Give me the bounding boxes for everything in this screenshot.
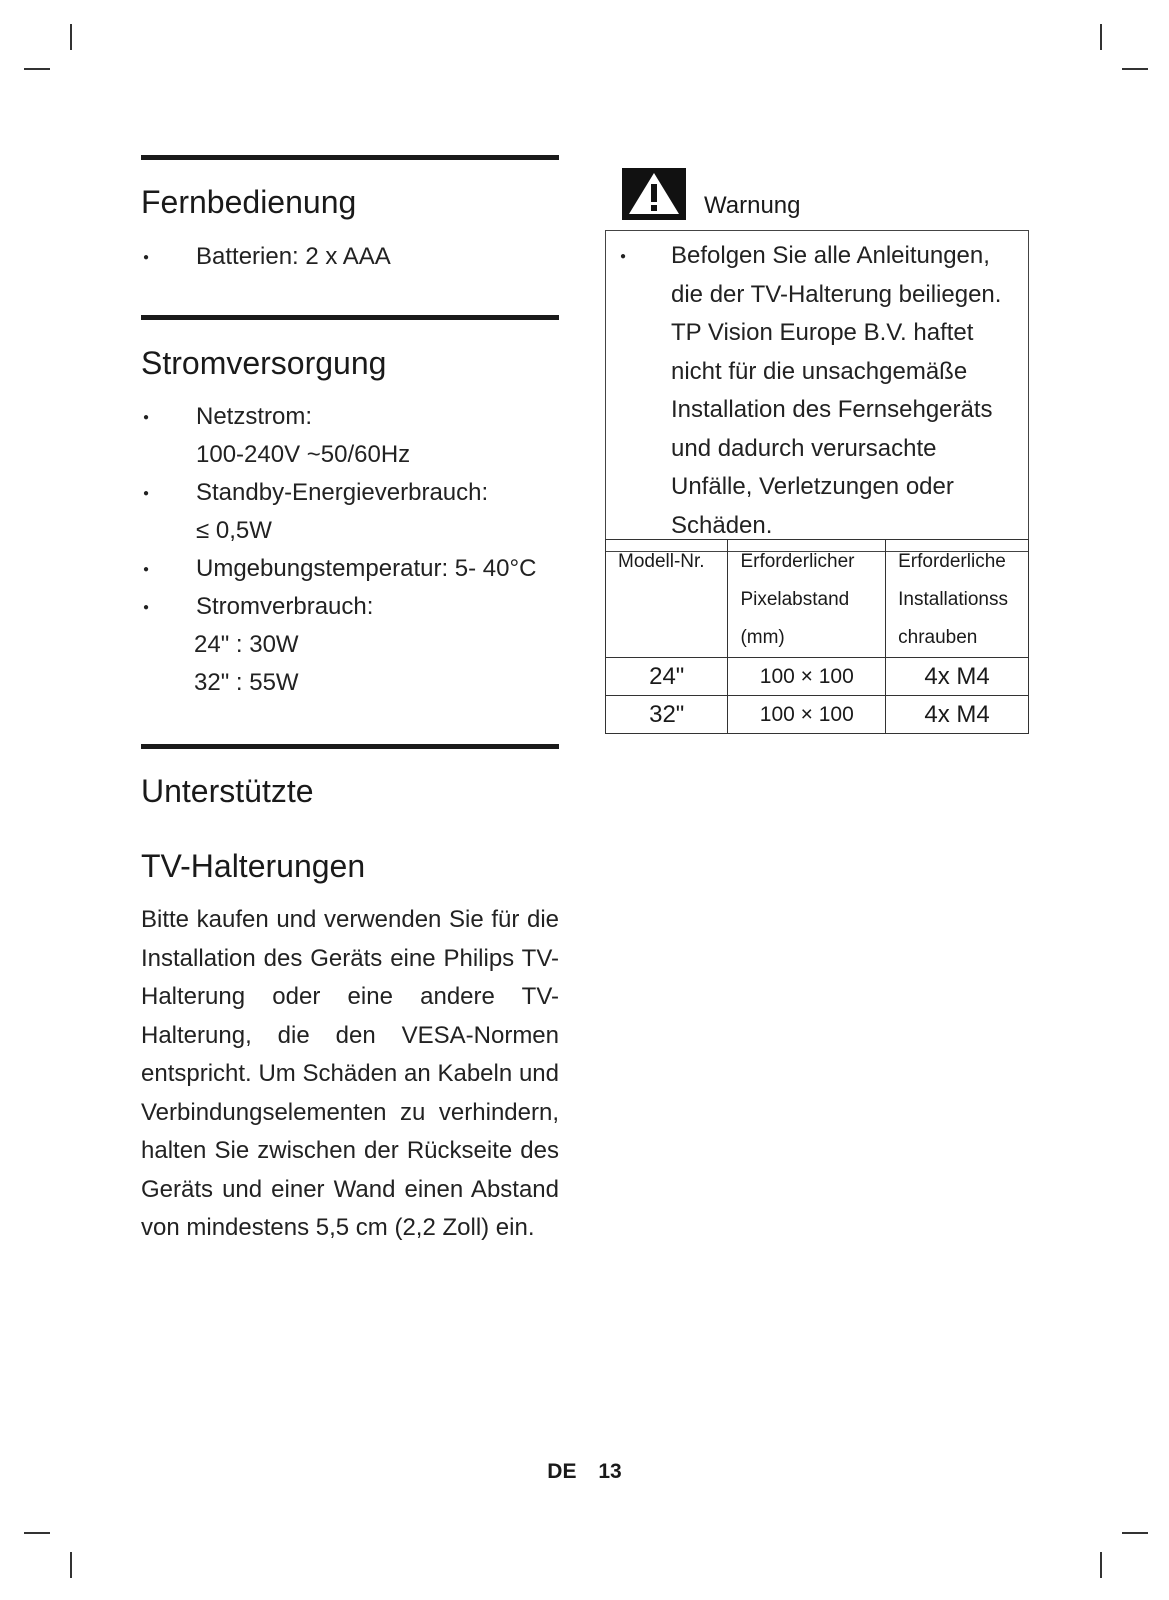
- remote-spec-list: [141, 238, 559, 276]
- page-footer: [0, 1460, 1169, 1484]
- warning-label: Warnung: [704, 192, 801, 219]
- spec-consumption: ● Stromverbrauch:: [141, 588, 559, 626]
- table-header-row: [606, 540, 1029, 658]
- warning-header: [605, 168, 1029, 230]
- spec-temperature: ● Umgebungstemperatur: 5- 40°C: [141, 550, 559, 588]
- section-title-mounts-line1: Unterstützte: [141, 773, 314, 809]
- warning-box: [605, 230, 1029, 552]
- crop-mark: [1100, 1552, 1102, 1578]
- table-row: [606, 658, 1029, 696]
- crop-mark: [70, 1552, 72, 1578]
- crop-mark: [70, 24, 72, 50]
- cell-model: 24": [606, 658, 728, 696]
- crop-mark: [1122, 68, 1148, 70]
- warning-text: ● Befolgen Sie alle Anleitungen, die der TV-Halterung beiliegen. TP Vision Europe B.V. haftet nicht für die unsachgemäße Installation des Fernsehgeräts und dadurch verursachte Unfälle, Verletzungen oder Schäden.: [606, 237, 1018, 545]
- header-model-text: Modell-Nr.: [618, 551, 705, 572]
- table-row: [606, 696, 1029, 734]
- header-pitch-text: Pixelabstand: [740, 589, 850, 610]
- header-screws-text: Installationss: [898, 589, 1008, 610]
- cell-screws: 4x M4: [886, 658, 1029, 696]
- section-title-remote: Fernbedienung: [141, 184, 357, 220]
- consumption-24: 24" : 30W: [194, 631, 299, 658]
- spec-standby: [141, 474, 559, 550]
- header-screws-text: chrauben: [898, 627, 978, 648]
- header-pitch: [728, 540, 886, 658]
- power-spec-list: [141, 398, 559, 626]
- cell-model: 32": [606, 696, 728, 734]
- cell-pitch: 100 × 100: [728, 696, 886, 734]
- section-rule: [141, 155, 559, 160]
- right-column: [605, 168, 1029, 552]
- spec-standby-label: ● Standby-Energieverbrauch:: [196, 479, 489, 506]
- crop-mark: [24, 68, 50, 70]
- cell-pitch: 100 × 100: [728, 658, 886, 696]
- mounts-paragraph: Bitte kaufen und verwenden Sie für die Installation des Geräts eine Philips TV-Halterung oder eine andere TV-Halterung, die den VESA-Normen entspricht. Um Schäden an Kabeln und Verbindungselementen zu verhindern, halten Sie zwischen der Rückseite des Geräts und einer Wand einen Abstand von mindestens 5,5 cm (2,2 Zoll) ein.: [141, 906, 559, 1241]
- spec-batteries: ● Batterien: 2 x AAA: [141, 238, 559, 276]
- crop-mark: [24, 1532, 50, 1534]
- consumption-32: 32" : 55W: [194, 669, 299, 696]
- header-screws: [886, 540, 1029, 658]
- warning-list: [606, 237, 1018, 545]
- spec-mains-label: ● Netzstrom:: [196, 403, 313, 430]
- footer-language: DE: [547, 1460, 577, 1483]
- header-pitch-text: Erforderlicher: [740, 551, 855, 572]
- section-rule: [141, 315, 559, 320]
- spec-mains: [141, 398, 559, 474]
- crop-mark: [1100, 24, 1102, 50]
- warning-triangle-icon: [622, 168, 686, 220]
- left-column: [141, 155, 559, 1248]
- header-screws-text: Erforderliche: [898, 551, 1006, 572]
- mount-table: [605, 539, 1029, 734]
- header-pitch-text: (mm): [740, 627, 785, 648]
- section-title-mounts-line2: TV-Halterungen: [141, 848, 366, 884]
- section-rule: [141, 744, 559, 749]
- header-model: [606, 540, 728, 658]
- spec-standby-value: ≤ 0,5W: [196, 517, 272, 544]
- page-number: 13: [598, 1460, 622, 1483]
- section-title-power: Stromversorgung: [141, 345, 387, 381]
- crop-mark: [1122, 1532, 1148, 1534]
- cell-screws: 4x M4: [886, 696, 1029, 734]
- spec-mains-value: 100-240V ~50/60Hz: [196, 441, 411, 468]
